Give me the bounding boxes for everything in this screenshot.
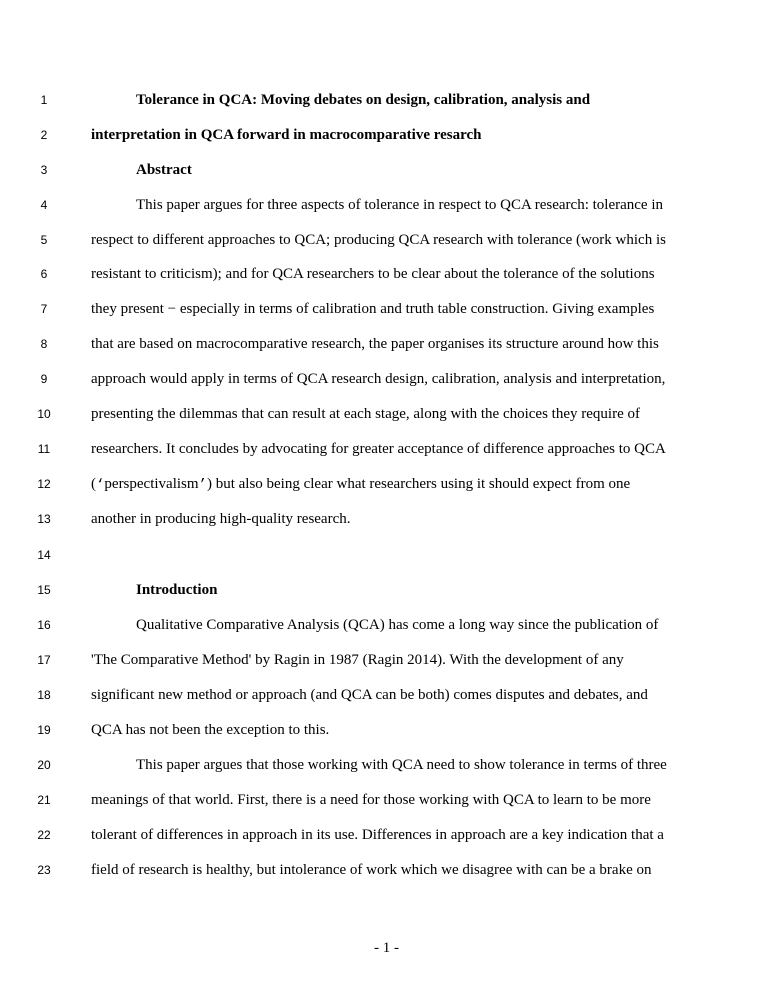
line-number: 13 (37, 512, 51, 526)
body-text: significant new method or approach (and QCA can be both) comes disputes and debates, and (91, 687, 648, 703)
line-number: 1 (40, 93, 48, 107)
line-number: 5 (40, 233, 48, 247)
line-number: 14 (37, 548, 51, 562)
line-number: 16 (37, 618, 51, 632)
manuscript-line (0, 439, 773, 459)
manuscript-line (0, 195, 773, 215)
manuscript-line (0, 369, 773, 389)
manuscript-line (0, 825, 773, 845)
line-number: 4 (40, 198, 48, 212)
line-number: 19 (37, 723, 51, 737)
body-text: field of research is healthy, but intolerance of work which we disagree with can be a brake on (91, 862, 652, 878)
line-number: 22 (37, 828, 51, 842)
page-number: - 1 - (374, 940, 399, 956)
line-number: 18 (37, 688, 51, 702)
manuscript-line (0, 264, 773, 284)
abstract-text: resistant to criticism); and for QCA researchers to be clear about the tolerance of the solutions (91, 266, 655, 282)
abstract-text (91, 474, 630, 495)
abstract-heading: Abstract (136, 162, 192, 178)
manuscript-line (0, 650, 773, 670)
manuscript-line (0, 474, 773, 494)
line-number: 11 (37, 442, 51, 456)
line-number: 12 (37, 477, 51, 491)
line-number: 6 (40, 267, 48, 281)
line-number: 21 (37, 793, 51, 807)
manuscript-line (0, 230, 773, 250)
manuscript-line (0, 90, 773, 110)
manuscript-line (0, 580, 773, 600)
abstract-text: they present − especially in terms of calibration and truth table construction. Giving examples (91, 301, 655, 317)
line-number: 20 (37, 758, 51, 772)
abstract-text: presenting the dilemmas that can result at each stage, along with the choices they require of (91, 406, 640, 422)
line-number: 7 (40, 302, 48, 316)
abstract-text: that are based on macrocomparative research, the paper organises its structure around how this (91, 336, 659, 352)
open-quote: ‘ (96, 477, 105, 493)
paper-title-line-2: interpretation in QCA forward in macrocomparative resarch (91, 127, 482, 143)
manuscript-line (0, 334, 773, 354)
body-text: Qualitative Comparative Analysis (QCA) has come a long way since the publication of (136, 617, 659, 633)
abstract-text: another in producing high-quality research. (91, 511, 351, 527)
manuscript-line (0, 509, 773, 529)
abstract-text: researchers. It concludes by advocating for greater acceptance of difference approaches to QCA (91, 441, 666, 457)
manuscript-line (0, 790, 773, 810)
line-number: 10 (37, 407, 51, 421)
body-text: This paper argues that those working with QCA need to show tolerance in terms of three (136, 757, 667, 773)
paper-title-line-1: Tolerance in QCA: Moving debates on design, calibration, analysis and (136, 92, 591, 108)
line-number: 23 (37, 863, 51, 877)
line-number: 3 (40, 163, 48, 177)
line-number: 15 (37, 583, 51, 597)
body-text: tolerant of differences in approach in its use. Differences in approach are a key indication that a (91, 827, 664, 843)
manuscript-line (0, 720, 773, 740)
line-rest: ) but also being clear what researchers using it should expect from one (206, 476, 631, 492)
abstract-text: respect to different approaches to QCA; producing QCA research with tolerance (work which is (91, 232, 666, 248)
close-quote: ’ (198, 477, 207, 493)
manuscript-line (0, 299, 773, 319)
body-text: meanings of that world. First, there is a need for those working with QCA to learn to be more (91, 792, 651, 808)
introduction-heading: Introduction (136, 582, 218, 598)
body-text: 'The Comparative Method' by Ragin in 1987 (Ragin 2014). With the development of any (91, 652, 624, 668)
manuscript-line (0, 404, 773, 424)
manuscript-line (0, 860, 773, 880)
line-number: 17 (37, 653, 51, 667)
line-number: 9 (40, 372, 48, 386)
manuscript-line (0, 125, 773, 145)
body-text: QCA has not been the exception to this. (91, 722, 330, 738)
quoted-term: perspectivalism (104, 476, 199, 492)
line-number: 2 (40, 128, 48, 142)
manuscript-line (0, 545, 773, 565)
manuscript-line (0, 755, 773, 775)
manuscript-line (0, 160, 773, 180)
open-paren: ( (91, 476, 96, 492)
line-number: 8 (40, 337, 48, 351)
manuscript-line (0, 615, 773, 635)
abstract-text: This paper argues for three aspects of tolerance in respect to QCA research: tolerance in (136, 197, 663, 213)
manuscript-line (0, 685, 773, 705)
abstract-text: approach would apply in terms of QCA research design, calibration, analysis and interpretation, (91, 371, 666, 387)
